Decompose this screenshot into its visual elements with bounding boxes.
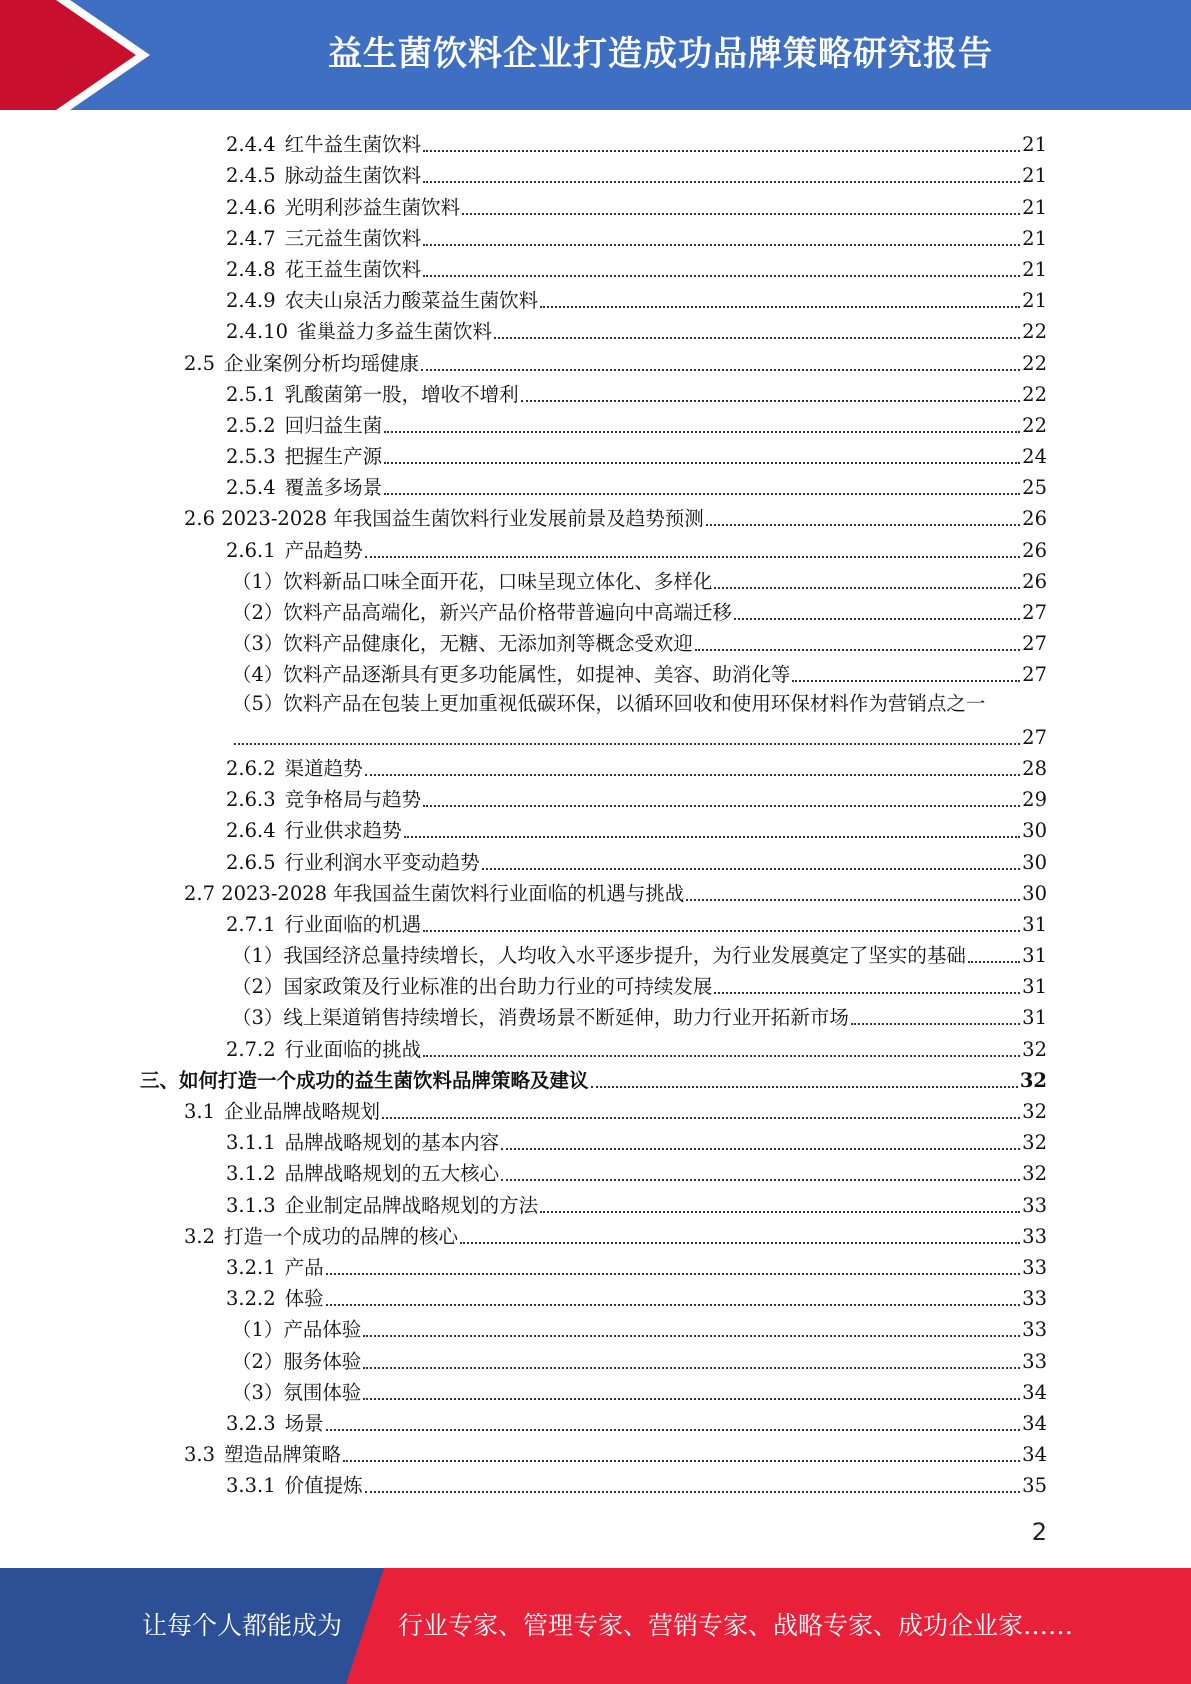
toc-entry-number: 2.6.1 <box>226 538 276 562</box>
toc-entry-title: 企业案例分析均瑶健康 <box>224 351 420 375</box>
toc-entry[interactable] <box>140 1250 1047 1281</box>
toc-dot-leader <box>343 1438 1020 1462</box>
toc-entry-page: 21 <box>1022 164 1047 188</box>
toc-dot-leader <box>234 721 1020 745</box>
toc-entry-title: 光明利莎益生菌饮料 <box>284 195 461 219</box>
toc-dot-leader <box>421 347 1020 371</box>
toc-entry-title: （3）氛围体验 <box>232 1380 362 1404</box>
toc-entry[interactable] <box>140 595 1047 626</box>
toc-entry[interactable] <box>140 688 1047 750</box>
toc-entry[interactable] <box>140 189 1047 220</box>
toc-dot-leader <box>460 1220 1020 1244</box>
toc-entry-page: 32 <box>1019 1068 1047 1092</box>
toc-dot-leader <box>404 814 1021 838</box>
toc-entry-number: 3.1 <box>184 1100 216 1124</box>
toc-entry-page: 33 <box>1022 1224 1047 1248</box>
toc-dot-leader <box>423 1033 1020 1057</box>
toc-entry-page: 27 <box>1022 663 1047 687</box>
toc-entry-page: 32 <box>1022 1131 1047 1155</box>
toc-dot-leader <box>423 159 1020 183</box>
toc-entry[interactable] <box>140 221 1047 252</box>
toc-entry[interactable] <box>140 1219 1047 1250</box>
table-of-contents <box>140 127 1047 1499</box>
toc-entry-title: 价值提炼 <box>284 1474 363 1498</box>
toc-entry[interactable] <box>140 470 1047 501</box>
toc-entry-number: 2.4.10 <box>226 320 289 344</box>
toc-entry-page: 26 <box>1022 538 1047 562</box>
toc-entry[interactable] <box>140 158 1047 189</box>
toc-entry-number: 3.1.2 <box>226 1162 276 1186</box>
toc-dot-leader <box>482 846 1021 870</box>
toc-entry-title: 三、如何打造一个成功的益生菌饮料品牌策略及建议 <box>140 1068 589 1092</box>
toc-entry-page: 21 <box>1022 195 1047 219</box>
toc-entry-title: 产品 <box>284 1255 324 1279</box>
toc-entry-page: 22 <box>1022 351 1047 375</box>
toc-entry[interactable] <box>140 907 1047 938</box>
toc-entry-page: 27 <box>1022 632 1047 656</box>
toc-entry-number: 2.4.5 <box>226 164 276 188</box>
toc-entry[interactable] <box>140 377 1047 408</box>
toc-entry[interactable] <box>140 1406 1047 1437</box>
toc-entry-number: 3.2.3 <box>226 1411 276 1435</box>
toc-dot-leader <box>326 1282 1021 1306</box>
toc-dot-leader <box>363 1376 1020 1400</box>
toc-entry-number: 2.4.8 <box>226 257 276 281</box>
toc-entry-title: 花王益生菌饮料 <box>284 257 422 281</box>
toc-entry-number: 2.6.3 <box>226 788 276 812</box>
toc-entry[interactable] <box>140 1281 1047 1312</box>
toc-entry[interactable] <box>140 1375 1047 1406</box>
toc-entry-page: 21 <box>1022 289 1047 313</box>
toc-entry-page: 26 <box>1022 569 1047 593</box>
toc-entry-title: 覆盖多场景 <box>284 476 383 500</box>
toc-entry-number: 3.2 <box>184 1224 216 1248</box>
toc-entry-number: 2.4.6 <box>226 195 276 219</box>
toc-entry-number: 2.5 <box>184 351 216 375</box>
toc-entry[interactable] <box>140 938 1047 969</box>
toc-entry-number: 2.6.5 <box>226 850 276 874</box>
toc-entry-title: 打造一个成功的品牌的核心 <box>224 1224 459 1248</box>
toc-entry-page: 34 <box>1022 1443 1047 1467</box>
toc-entry-title: 行业利润水平变动趋势 <box>284 850 480 874</box>
toc-entry[interactable] <box>140 626 1047 657</box>
toc-entry-page: 34 <box>1022 1411 1047 1435</box>
toc-entry[interactable] <box>140 408 1047 439</box>
toc-entry-title: 产品趋势 <box>284 538 363 562</box>
toc-entry-title: 企业制定品牌战略规划的方法 <box>284 1193 539 1217</box>
toc-entry-title: 品牌战略规划的五大核心 <box>284 1162 500 1186</box>
toc-dot-leader <box>540 1189 1020 1213</box>
toc-dot-leader <box>384 471 1020 495</box>
toc-entry-title: 回归益生菌 <box>284 413 383 437</box>
toc-entry[interactable] <box>140 1343 1047 1374</box>
toc-entry[interactable] <box>140 844 1047 875</box>
toc-entry-page: 22 <box>1022 413 1047 437</box>
toc-entry[interactable] <box>140 782 1047 813</box>
toc-entry-page: 21 <box>1022 133 1047 157</box>
toc-entry-title: 体验 <box>284 1287 324 1311</box>
toc-dot-leader <box>423 908 1020 932</box>
toc-dot-leader <box>423 253 1020 277</box>
toc-entry[interactable] <box>140 1125 1047 1156</box>
toc-dot-leader <box>365 534 1021 558</box>
toc-entry-title: 场景 <box>284 1411 324 1435</box>
toc-entry-title: （1）产品体验 <box>232 1318 362 1342</box>
toc-entry-number: 2.6.2 <box>226 756 276 780</box>
report-title: 益生菌饮料企业打造成功品牌策略研究报告 <box>328 34 993 74</box>
toc-entry-number: 3.3.1 <box>226 1474 276 1498</box>
toc-entry-title: 三元益生菌饮料 <box>284 226 422 250</box>
toc-dot-leader <box>706 502 1020 526</box>
toc-entry-number: 3.2.1 <box>226 1255 276 1279</box>
toc-dot-leader <box>714 970 1020 994</box>
toc-entry-title: 企业品牌战略规划 <box>224 1100 381 1124</box>
toc-entry[interactable] <box>140 1312 1047 1343</box>
toc-entry-page: 33 <box>1022 1318 1047 1342</box>
toc-dot-leader <box>326 1407 1021 1431</box>
toc-entry-title: （5）饮料产品在包装上更加重视低碳环保，以循环回收和使用环保材料作为营销点之一 <box>232 692 986 716</box>
toc-entry-page: 21 <box>1022 226 1047 250</box>
toc-entry-title: 行业面临的挑战 <box>284 1037 422 1061</box>
toc-entry-title: 竞争格局与趋势 <box>284 788 422 812</box>
toc-dot-leader <box>968 939 1020 963</box>
toc-dot-leader <box>501 1157 1020 1181</box>
toc-entry[interactable] <box>140 283 1047 314</box>
toc-entry[interactable] <box>140 1156 1047 1187</box>
toc-entry-page: 35 <box>1022 1474 1047 1498</box>
toc-entry-page: 25 <box>1022 476 1047 500</box>
toc-dot-leader <box>851 1001 1020 1025</box>
toc-entry-page: 31 <box>1022 1006 1047 1030</box>
toc-entry[interactable] <box>140 657 1047 688</box>
toc-entry-page: 32 <box>1022 1100 1047 1124</box>
toc-entry-page: 22 <box>1022 382 1047 406</box>
toc-entry-title: （4）饮料产品逐渐具有更多功能属性，如提神、美容、助消化等 <box>232 663 791 687</box>
toc-entry-page: 32 <box>1022 1037 1047 1061</box>
toc-entry-title: 农夫山泉活力酸菜益生菌饮料 <box>284 289 539 313</box>
toc-entry[interactable] <box>140 1031 1047 1062</box>
toc-dot-leader <box>363 1345 1020 1369</box>
toc-entry-page: 31 <box>1022 975 1047 999</box>
toc-entry-page: 28 <box>1022 756 1047 780</box>
footer-slogan-right: 行业专家、管理专家、营销专家、战略专家、成功企业家…… <box>398 1611 1074 1640</box>
toc-entry-number: 2.4.4 <box>226 133 276 157</box>
toc-entry[interactable] <box>140 439 1047 470</box>
toc-entry-title: 雀巢益力多益生菌饮料 <box>297 320 493 344</box>
toc-entry[interactable] <box>140 252 1047 283</box>
toc-entry-title: （3）饮料产品健康化，无糖、无添加剂等概念受欢迎 <box>232 632 693 656</box>
toc-entry-page: 31 <box>1022 944 1047 968</box>
toc-entry-number: 2.7.1 <box>226 912 276 936</box>
toc-entry-page: 30 <box>1022 850 1047 874</box>
toc-dot-leader <box>384 440 1020 464</box>
toc-dot-leader <box>540 284 1020 308</box>
toc-entry[interactable] <box>140 969 1047 1000</box>
toc-entry-number: 2.7.2 <box>226 1037 276 1061</box>
toc-entry-page: 22 <box>1022 320 1047 344</box>
toc-dot-leader <box>792 658 1020 682</box>
toc-entry[interactable] <box>140 127 1047 158</box>
toc-entry-page: 33 <box>1022 1193 1047 1217</box>
toc-dot-leader <box>365 1469 1021 1493</box>
toc-entry[interactable] <box>140 532 1047 563</box>
toc-entry[interactable] <box>140 1187 1047 1218</box>
toc-dot-leader <box>462 191 1020 215</box>
toc-entry-title: 塑造品牌策略 <box>224 1443 342 1467</box>
toc-entry-title: （2）国家政策及行业标准的出台助力行业的可持续发展 <box>232 975 713 999</box>
toc-entry-title: （3）线上渠道销售持续增长，消费场景不断延伸，助力行业开拓新市场 <box>232 1006 849 1030</box>
toc-dot-leader <box>423 222 1020 246</box>
toc-entry[interactable] <box>140 314 1047 345</box>
toc-entry-number: 2.6.4 <box>226 819 276 843</box>
toc-dot-leader <box>382 1095 1020 1119</box>
toc-entry[interactable] <box>140 345 1047 376</box>
toc-entry[interactable] <box>140 813 1047 844</box>
toc-dot-leader <box>423 783 1020 807</box>
toc-entry-page: 33 <box>1022 1287 1047 1311</box>
toc-entry-page: 29 <box>1022 788 1047 812</box>
toc-entry-title: 行业供求趋势 <box>284 819 402 843</box>
toc-entry-title: 乳酸菌第一股，增收不增利 <box>284 382 519 406</box>
toc-entry-number: 3.2.2 <box>226 1287 276 1311</box>
toc-dot-leader <box>365 752 1021 776</box>
toc-dot-leader <box>363 1313 1020 1337</box>
toc-entry-page: 30 <box>1022 881 1047 905</box>
page-header <box>0 0 1191 110</box>
toc-entry-number: 3.3 <box>184 1443 216 1467</box>
toc-entry-number: 2.5.2 <box>226 413 276 437</box>
toc-dot-leader <box>423 128 1020 152</box>
toc-dot-leader <box>734 596 1020 620</box>
toc-entry-number: 2.4.7 <box>226 226 276 250</box>
toc-entry-title: （2）服务体验 <box>232 1349 362 1373</box>
toc-entry-number: 2.5.4 <box>226 476 276 500</box>
toc-entry-title: 红牛益生菌饮料 <box>284 133 422 157</box>
toc-entry-number: 2.5.3 <box>226 445 276 469</box>
toc-entry[interactable] <box>140 1094 1047 1125</box>
toc-entry-page: 31 <box>1022 912 1047 936</box>
toc-entry-number: 3.1.3 <box>226 1193 276 1217</box>
toc-entry-page: 34 <box>1022 1380 1047 1404</box>
toc-dot-leader <box>494 315 1020 339</box>
toc-dot-leader <box>501 1126 1020 1150</box>
toc-entry[interactable] <box>140 1437 1047 1468</box>
toc-entry-title: （2）饮料产品高端化，新兴产品价格带普遍向中高端迁移 <box>232 601 732 624</box>
toc-dot-leader <box>521 378 1021 402</box>
toc-entry-number: 2.5.1 <box>226 382 276 406</box>
toc-dot-leader <box>695 627 1020 651</box>
toc-entry-page: 30 <box>1022 819 1047 843</box>
toc-entry-page: 21 <box>1022 257 1047 281</box>
toc-entry[interactable] <box>140 1063 1047 1094</box>
toc-entry[interactable] <box>140 501 1047 532</box>
toc-entry[interactable] <box>140 751 1047 782</box>
toc-entry-page: 33 <box>1022 1255 1047 1279</box>
toc-entry[interactable] <box>140 1468 1047 1499</box>
toc-entry-page: 26 <box>1022 507 1047 531</box>
toc-entry-title: 2.6 2023-2028 年我国益生菌饮料行业发展前景及趋势预测 <box>184 507 704 531</box>
toc-entry-title: （1）饮料新品口味全面开花，口味呈现立体化、多样化 <box>232 569 713 593</box>
toc-dot-leader <box>714 565 1020 589</box>
toc-dot-leader <box>384 409 1020 433</box>
page-number: 2 <box>1031 1518 1047 1546</box>
toc-entry-title: 把握生产源 <box>284 445 383 469</box>
toc-entry[interactable] <box>140 1000 1047 1031</box>
toc-entry-title: 品牌战略规划的基本内容 <box>284 1131 500 1155</box>
toc-entry-number: 2.4.9 <box>226 289 276 313</box>
toc-entry[interactable] <box>140 876 1047 907</box>
toc-dot-leader <box>591 1064 1018 1088</box>
toc-entry-page: 32 <box>1022 1162 1047 1186</box>
toc-dot-leader <box>326 1251 1021 1275</box>
toc-entry-page: 33 <box>1022 1349 1047 1373</box>
toc-entry-page: 24 <box>1022 445 1047 469</box>
toc-entry-title: 行业面临的机遇 <box>284 912 422 936</box>
toc-entry-page: 27 <box>1022 601 1047 624</box>
toc-entry-title: 渠道趋势 <box>284 756 363 780</box>
toc-dot-leader <box>686 877 1020 901</box>
toc-entry-title: 2.7 2023-2028 年我国益生菌饮料行业面临的机遇与挑战 <box>184 881 685 905</box>
toc-entry[interactable] <box>140 564 1047 595</box>
toc-entry-title: （1）我国经济总量持续增长，人均收入水平逐步提升，为行业发展奠定了坚实的基础 <box>232 944 966 968</box>
footer-slogan-left: 让每个人都能成为 <box>142 1611 343 1640</box>
toc-entry-page: 27 <box>1022 725 1047 749</box>
toc-entry-number: 3.1.1 <box>226 1131 276 1155</box>
page-footer <box>0 1568 1191 1684</box>
toc-entry-title: 脉动益生菌饮料 <box>284 164 422 188</box>
